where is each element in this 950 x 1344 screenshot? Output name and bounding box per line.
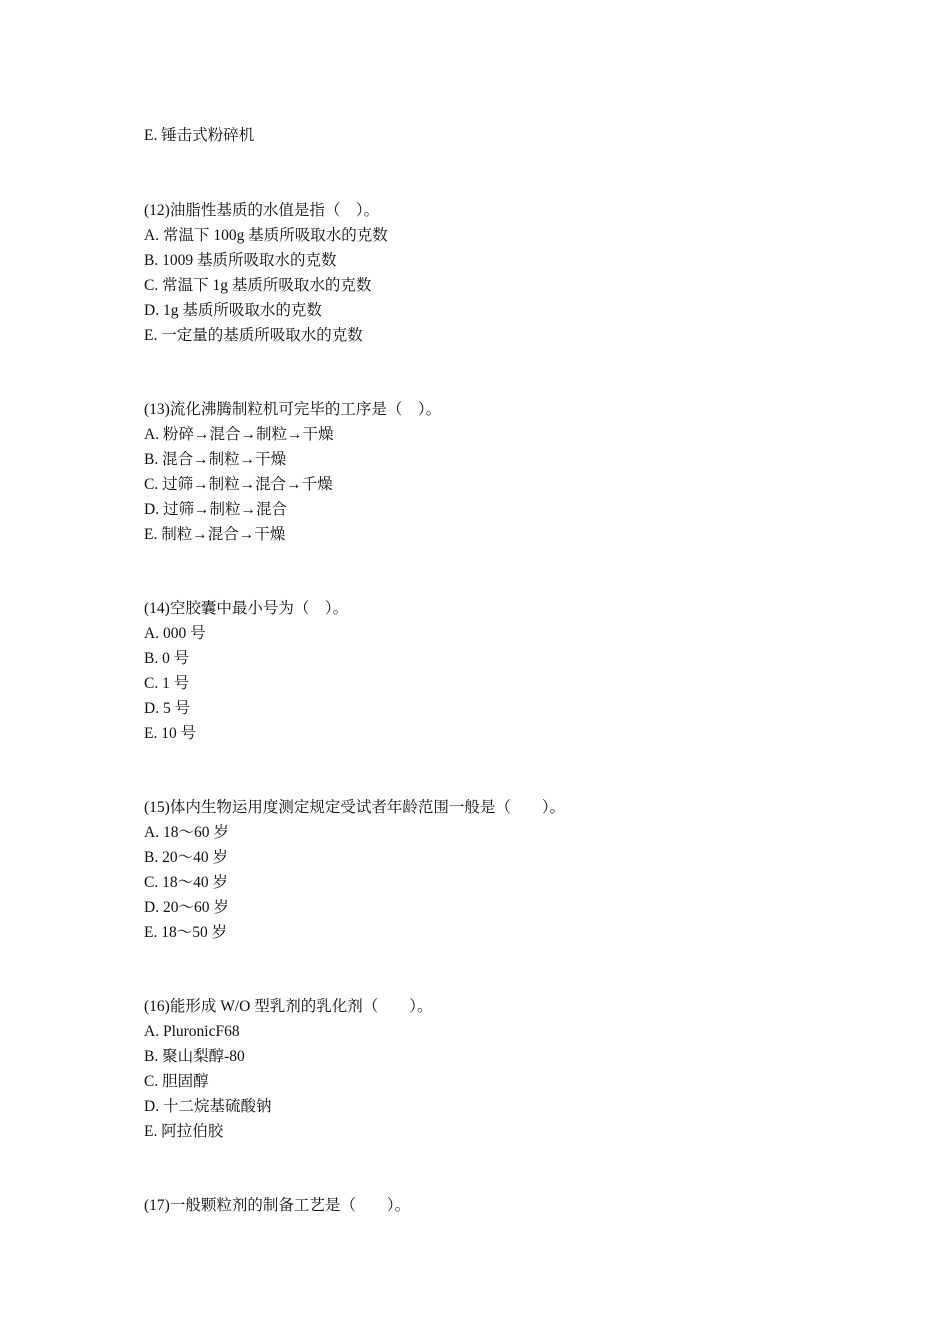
option-16-b: B. 聚山梨醇-80 [144, 1048, 245, 1065]
question-stem-15: (15)体内生物运用度测定规定受试者年龄范围一般是（ ）。 [144, 799, 566, 816]
question-stem-16: (16)能形成 W/O 型乳剂的乳化剂（ ）。 [144, 998, 433, 1015]
option-16-a: A. PluronicF68 [144, 1023, 240, 1040]
option-14-c: C. 1 号 [144, 675, 190, 692]
option-13-b: B. 混合→制粒→干燥 [144, 451, 287, 468]
question-stem-17: (17)一般颗粒剂的制备工艺是（ ）。 [144, 1197, 411, 1214]
option-13-d: D. 过筛→制粒→混合 [144, 501, 287, 518]
option-14-a: A. 000 号 [144, 625, 206, 642]
question-stem-12: (12)油脂性基质的水值是指（ ）。 [144, 202, 380, 219]
question-stem-13: (13)流化沸腾制粒机可完毕的工序是（ ）。 [144, 401, 442, 418]
option-15-b: B. 20～40 岁 [144, 849, 228, 866]
question-stem-14: (14)空胶囊中最小号为（ ）。 [144, 600, 349, 617]
option-15-e: E. 18～50 岁 [144, 924, 228, 941]
option-15-d: D. 20～60 岁 [144, 899, 229, 916]
option-14-e: E. 10 号 [144, 725, 197, 742]
option-14-d: D. 5 号 [144, 700, 191, 717]
option-12-b: B. 1009 基质所吸取水的克数 [144, 252, 337, 269]
option-15-c: C. 18～40 岁 [144, 874, 228, 891]
option-16-e: E. 阿拉伯胶 [144, 1123, 224, 1140]
option-12-a: A. 常温下 100g 基质所吸取水的克数 [144, 227, 388, 244]
option-12-e: E. 一定量的基质所吸取水的克数 [144, 327, 363, 344]
option-13-a: A. 粉碎→混合→制粒→干燥 [144, 426, 334, 443]
option-12-c: C. 常温下 1g 基质所吸取水的克数 [144, 277, 372, 294]
option-16-d: D. 十二烷基硫酸钠 [144, 1098, 272, 1115]
option-13-e: E. 制粒→混合→干燥 [144, 526, 286, 543]
option-15-a: A. 18～60 岁 [144, 824, 229, 841]
option-13-c: C. 过筛→制粒→混合→千燥 [144, 476, 333, 493]
lead-option: E. 锤击式粉碎机 [144, 127, 255, 144]
option-12-d: D. 1g 基质所吸取水的克数 [144, 302, 322, 319]
option-14-b: B. 0 号 [144, 650, 190, 667]
option-16-c: C. 胆固醇 [144, 1073, 209, 1090]
